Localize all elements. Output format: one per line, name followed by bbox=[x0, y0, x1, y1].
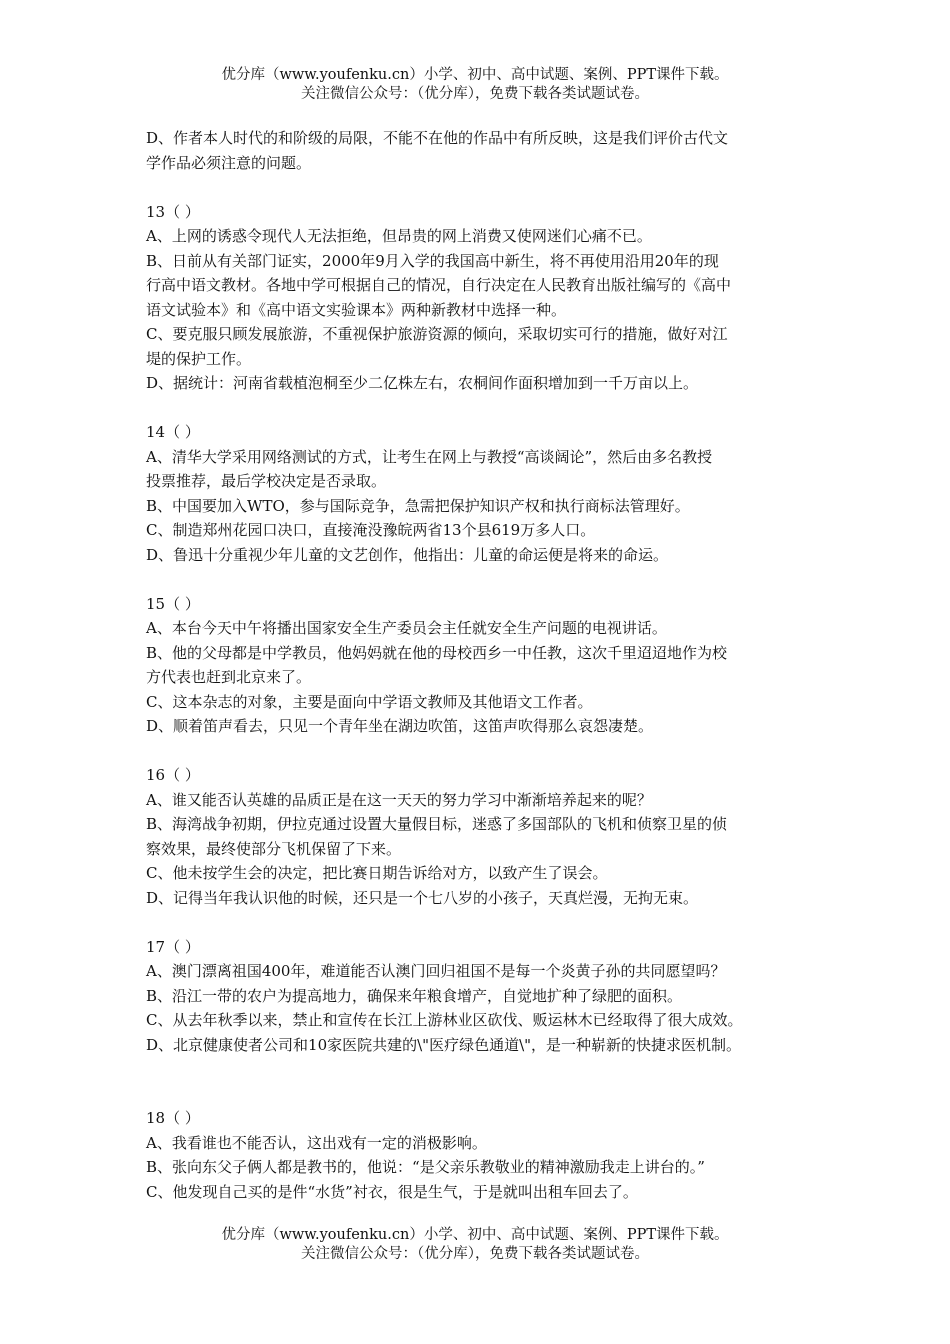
intro-option-d-line-1: D、作者本人时代的和阶级的局限，不能不在他的作品中有所反映，这是我们评价古代文 bbox=[146, 129, 729, 147]
option-line: A、本台今天中午将播出国家安全生产委员会主任就安全生产问题的电视讲话。 bbox=[146, 619, 667, 637]
option-line: D、北京健康使者公司和10家医院共建的\"医疗绿色通道\"，是一种崭新的快捷求医机制。 bbox=[146, 1035, 742, 1054]
question-number: 18（ ） bbox=[146, 1109, 200, 1127]
option-line: B、海湾战争初期，伊拉克通过设置大量假目标，迷惑了多国部队的飞机和侦察卫星的侦 bbox=[146, 815, 728, 833]
option-line: C、要克服只顾发展旅游，不重视保护旅游资源的倾向，采取切实可行的措施，做好对江 bbox=[146, 325, 728, 343]
question-18 bbox=[146, 1106, 818, 1204]
question-17 bbox=[146, 935, 818, 1058]
footer-line-1: 优分库（www.youfenku.cn）小学、初中、高中试题、案例、PPT课件下载。 bbox=[221, 1227, 729, 1243]
option-line: D、记得当年我认识他的时候，还只是一个七八岁的小孩子，天真烂漫，无拘无束。 bbox=[146, 888, 699, 907]
option-line: 堤的保护工作。 bbox=[146, 349, 252, 368]
option-line: C、制造郑州花园口决口，直接淹没豫皖两省13个县619万多人口。 bbox=[146, 521, 596, 539]
option-line: C、从去年秋季以来，禁止和宣传在长江上游林业区砍伐、贩运林木已经取得了很大成效。 bbox=[146, 1011, 743, 1029]
option-line: D、据统计：河南省载植泡桐至少二亿株左右，农桐间作面积增加到一千万亩以上。 bbox=[146, 374, 699, 392]
footer-line-2: 关注微信公众号：（优分库），免费下载各类试题试卷。 bbox=[301, 1246, 649, 1262]
option-line: C、这本杂志的对象，主要是面向中学语文教师及其他语文工作者。 bbox=[146, 692, 593, 711]
header-line-2: 关注微信公众号：（优分库），免费下载各类试题试卷。 bbox=[301, 86, 649, 102]
question-number: 17（ ） bbox=[146, 937, 200, 956]
option-line: B、中国要加入WTO，参与国际竞争，急需把保护知识产权和执行商标法管理好。 bbox=[146, 496, 690, 515]
question-14 bbox=[146, 420, 818, 567]
question-number: 16（ ） bbox=[146, 766, 200, 784]
intro-option-d-line-2: 学作品必须注意的问题。 bbox=[146, 153, 312, 172]
question-number: 15（ ） bbox=[146, 594, 200, 613]
option-line: C、他发现自己买的是件“水货”衬衣，很是生气，于是就叫出租车回去了。 bbox=[146, 1182, 638, 1201]
option-line: C、他未按学生会的决定，把比赛日期告诉给对方，以致产生了误会。 bbox=[146, 864, 608, 882]
question-15 bbox=[146, 592, 818, 739]
question-number: 13（ ） bbox=[146, 202, 200, 221]
option-line: 察效果，最终使部分飞机保留了下来。 bbox=[146, 839, 402, 858]
option-line: A、清华大学采用网络测试的方式，让考生在网上与教授“高谈阔论”，然后由多名教授 bbox=[146, 447, 713, 466]
option-line: B、张向东父子俩人都是教书的，他说：“是父亲乐教敬业的精神激励我走上讲台的。” bbox=[146, 1158, 705, 1176]
option-line: A、上网的诱惑令现代人无法拒绝，但昂贵的网上消费又使网迷们心痛不已。 bbox=[146, 227, 652, 245]
page-footer bbox=[0, 1226, 950, 1264]
option-line: A、澳门漂离祖国400年，难道能否认澳门回归祖国不是每一个炎黄子孙的共同愿望吗？ bbox=[146, 962, 726, 980]
option-line: 投票推荐，最后学校决定是否录取。 bbox=[146, 472, 387, 490]
option-line: A、我看谁也不能否认，这出戏有一定的消极影响。 bbox=[146, 1133, 487, 1152]
option-line: 语文试验本》和《高中语文实验课本》两种新教材中选择一种。 bbox=[146, 300, 567, 319]
page-header bbox=[0, 66, 950, 104]
header-line-1: 优分库（www.youfenku.cn）小学、初中、高中试题、案例、PPT课件下载。 bbox=[221, 67, 729, 83]
question-16 bbox=[146, 763, 818, 910]
document-body bbox=[146, 126, 818, 1204]
question-13 bbox=[146, 200, 818, 396]
option-line: D、顺着笛声看去，只见一个青年坐在湖边吹笛，这笛声吹得那么哀怨凄楚。 bbox=[146, 717, 654, 735]
option-line: 行高中语文教材。各地中学可根据自己的情况，自行决定在人民教育出版社编写的《高中 bbox=[146, 276, 732, 294]
option-line: A、谁又能否认英雄的品质正是在这一天天的努力学习中渐渐培养起来的呢？ bbox=[146, 790, 652, 809]
option-line: B、沿江一带的农户为提高地力，确保来年粮食增产，自觉地扩种了绿肥的面积。 bbox=[146, 986, 683, 1005]
question-number: 14（ ） bbox=[146, 423, 200, 441]
option-line: 方代表也赶到北京来了。 bbox=[146, 668, 312, 686]
option-line: B、日前从有关部门证实，2000年9月入学的我国高中新生，将不再使用沿用20年的现 bbox=[146, 251, 719, 270]
option-line: B、他的父母都是中学教员，他妈妈就在他的母校西乡一中任教，这次千里迢迢地作为校 bbox=[146, 643, 728, 662]
option-line: D、鲁迅十分重视少年儿童的文艺创作，他指出：儿童的命运便是将来的命运。 bbox=[146, 545, 669, 564]
